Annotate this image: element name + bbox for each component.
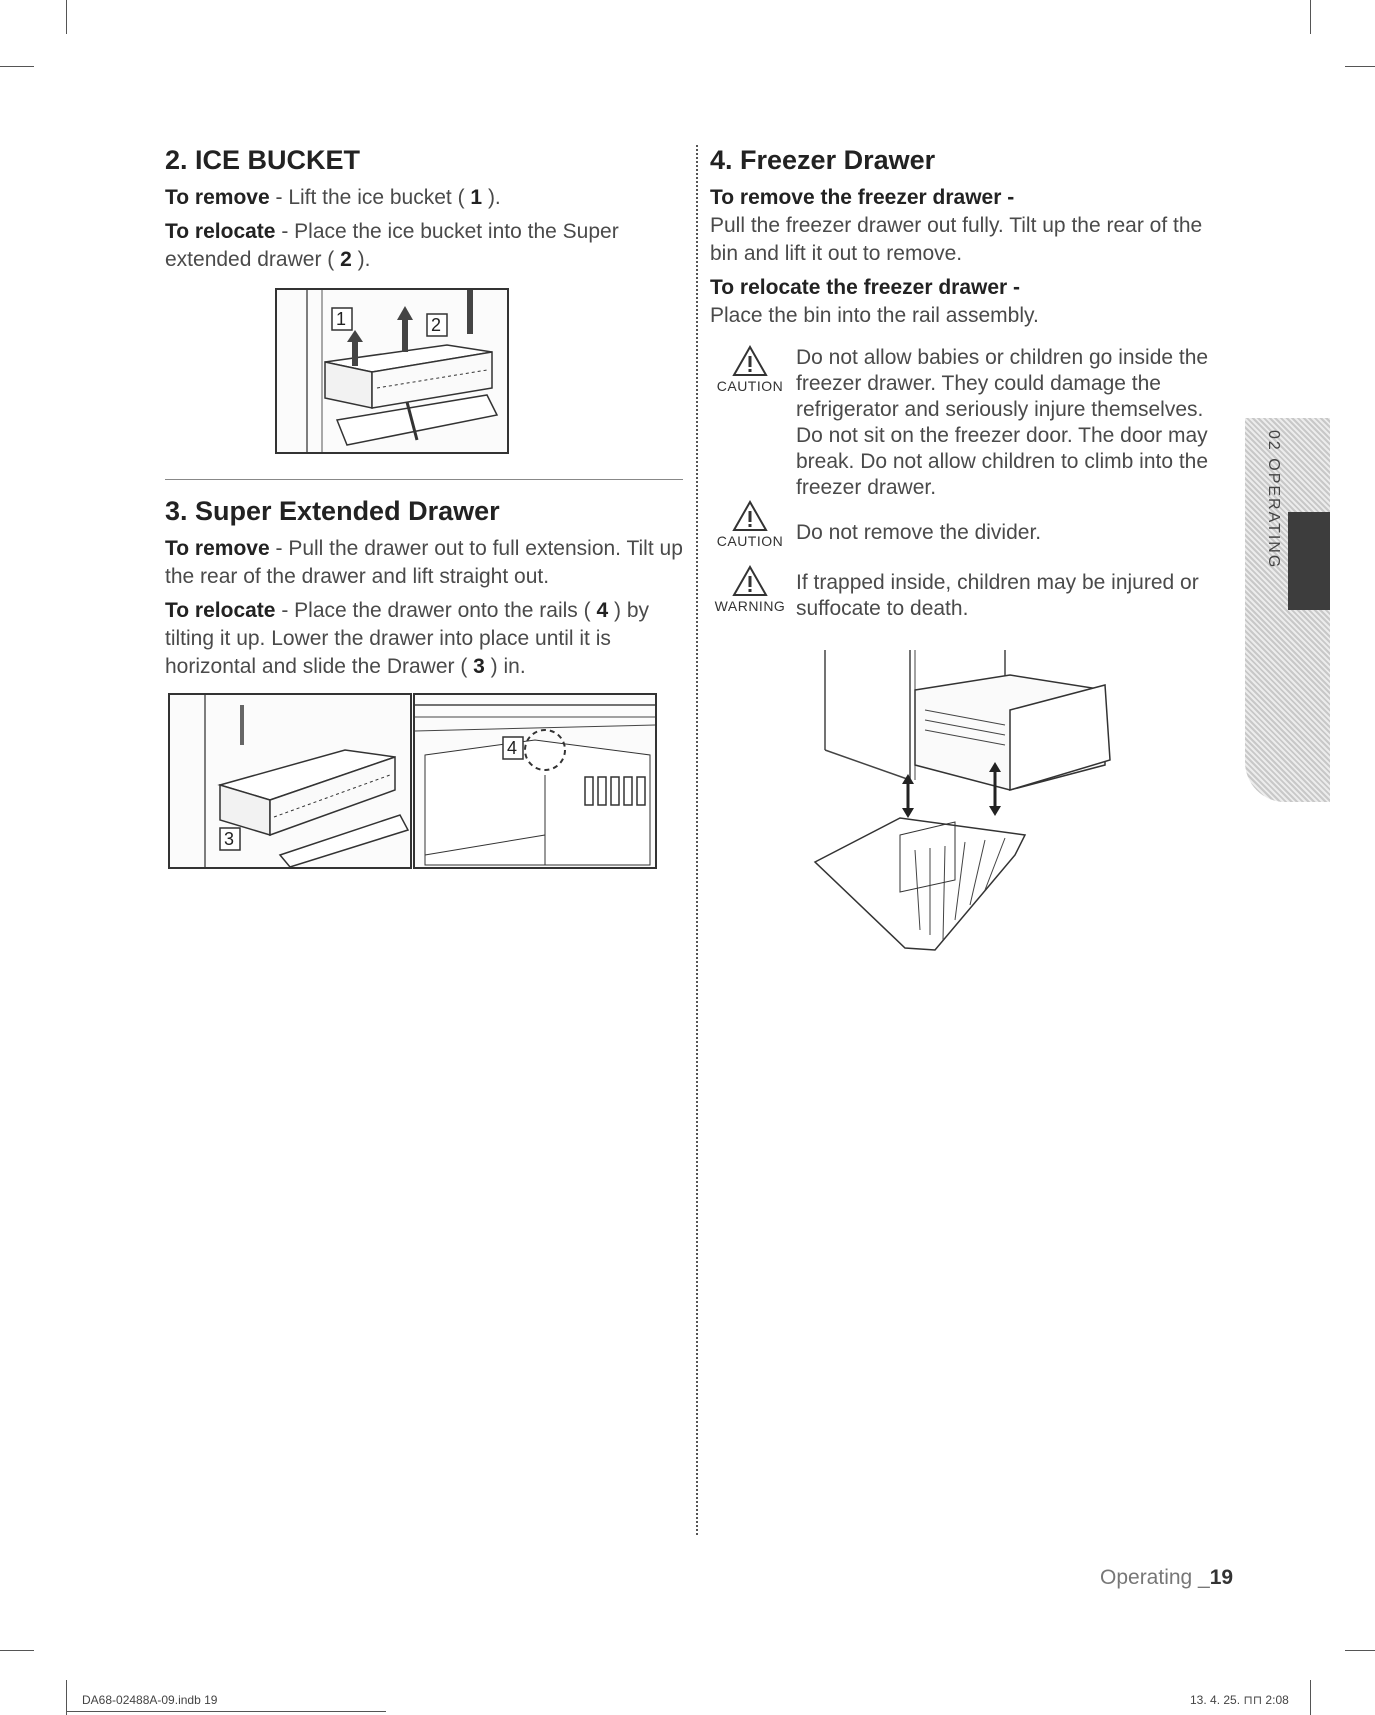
crop-mark — [1345, 1650, 1375, 1651]
relocate-text: Place the bin into the rail assembly. — [710, 304, 1039, 327]
callout-4 — [503, 737, 523, 759]
callout-3 — [220, 828, 240, 850]
print-file-info: DA68-02488A-09.indb 19 — [82, 1693, 218, 1707]
caution-label: CAUTION — [716, 378, 784, 394]
chapter-tab-marker — [1288, 512, 1330, 610]
caution-notice — [710, 500, 1230, 550]
caution-triangle-icon — [732, 345, 768, 377]
page-number: Operating _19 — [1100, 1566, 1234, 1589]
callout-1 — [332, 308, 352, 330]
relocate-heading: To relocate the freezer drawer - — [710, 276, 1021, 299]
drawer-rail-illustration — [413, 693, 657, 869]
caution-triangle-icon — [732, 500, 768, 532]
remove-instruction: To remove - Pull the drawer out to full extension. Tilt up the rear of the drawer and lift straight out. — [165, 537, 683, 588]
warning-label: WARNING — [714, 598, 786, 614]
crop-mark — [0, 1650, 34, 1651]
section-ice-bucket — [165, 145, 685, 280]
drawer-rail-drawing — [415, 695, 655, 867]
crop-mark — [1345, 66, 1375, 67]
ice-bucket-drawing — [277, 290, 507, 452]
chapter-tab-label: 02 OPERATING — [1265, 430, 1282, 570]
callout-2 — [427, 314, 447, 336]
section-title: 2. ICE BUCKET — [165, 145, 361, 175]
relocate-instruction: To relocate - Place the ice bucket into the Super extended drawer ( 2 ). — [165, 220, 619, 271]
column-divider — [696, 145, 698, 1535]
drawer-removal-drawing — [170, 695, 410, 867]
drawer-removal-illustration — [168, 693, 412, 869]
crop-mark — [66, 1680, 67, 1715]
crop-mark — [1310, 1680, 1311, 1715]
warning-text: If trapped inside, children may be injured or suffocate to death. — [796, 571, 1199, 620]
svg-text:2: 2 — [431, 315, 442, 335]
section-super-extended-drawer — [165, 496, 685, 687]
ice-bucket-illustration — [275, 288, 509, 454]
warning-notice — [710, 565, 1230, 625]
section-divider — [165, 479, 683, 480]
svg-text:4: 4 — [507, 738, 518, 758]
crop-mark — [1310, 0, 1311, 34]
svg-text:3: 3 — [224, 829, 235, 849]
remove-text: Pull the freezer drawer out fully. Tilt up the rear of the bin and lift it out to remove. — [710, 214, 1203, 265]
section-freezer-drawer — [710, 145, 1230, 336]
svg-text:1: 1 — [336, 309, 347, 329]
print-timestamp: 13. 4. 25. ⊓⊓ 2:08 — [1190, 1693, 1289, 1707]
caution-text: Do not remove the divider. — [796, 521, 1042, 544]
freezer-drawer-illustration — [805, 650, 1115, 955]
section-title: 3. Super Extended Drawer — [165, 496, 500, 526]
relocate-instruction: To relocate - Place the drawer onto the rails ( 4 ) by tilting it up. Lower the drawer into place until it is horizontal and slide the Drawer ( 3 ) in. — [165, 599, 649, 678]
warning-triangle-icon — [732, 565, 768, 597]
caution-notice — [710, 345, 1230, 505]
caution-text: Do not allow babies or children go inside the freezer drawer. They could damage the refrigerator and seriously injure themselves. Do not sit on the freezer door. The door may break. Do not allow children to climb into the freezer drawer. — [796, 346, 1209, 499]
caution-label: CAUTION — [716, 533, 784, 549]
remove-heading: To remove the freezer drawer - — [710, 186, 1015, 209]
remove-instruction: To remove - Lift the ice bucket ( 1 ). — [165, 186, 501, 209]
crop-mark — [0, 66, 34, 67]
section-title: 4. Freezer Drawer — [710, 145, 936, 175]
footer-rule — [66, 1711, 386, 1712]
crop-mark — [66, 0, 67, 34]
